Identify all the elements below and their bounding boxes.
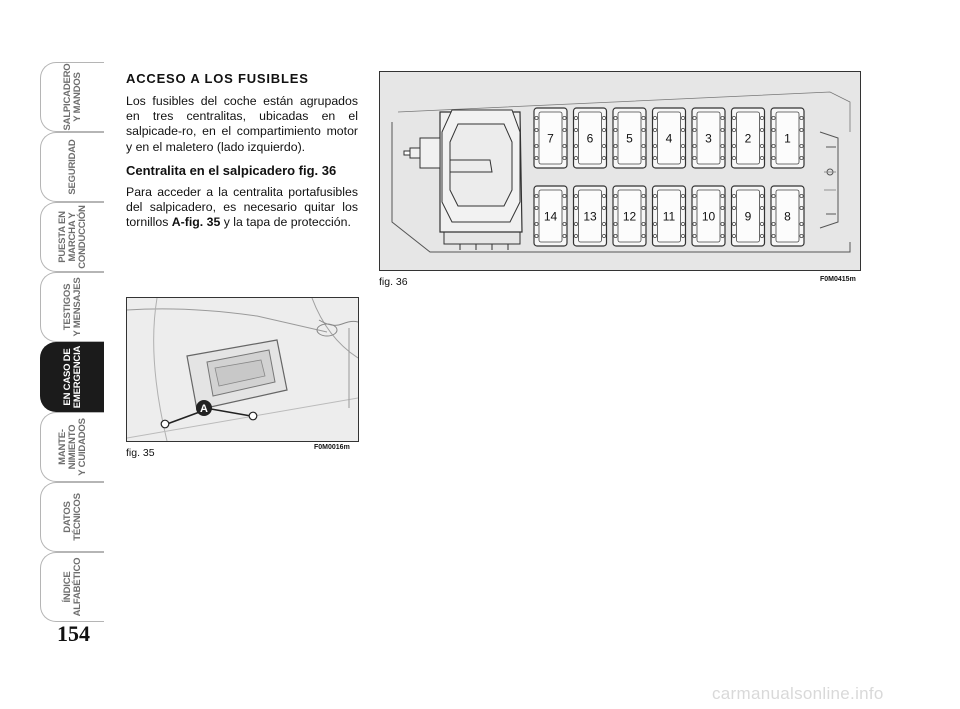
tab-seguridad[interactable]: SEGURIDAD	[40, 132, 104, 202]
screw-right-icon	[249, 412, 257, 420]
figure-36-caption: fig. 36	[379, 276, 408, 288]
fuse-slot	[534, 186, 567, 246]
figure-reference: A-fig. 35	[171, 215, 221, 230]
figure-35-caption: fig. 35	[126, 447, 155, 459]
text-column	[126, 71, 358, 238]
fuse-slot	[653, 108, 686, 168]
fuse-number: 13	[583, 209, 597, 224]
tab-testigos[interactable]: TESTIGOS Y MENSAJES	[40, 272, 104, 342]
dashboard-panel-illustration	[127, 298, 358, 441]
tab-mantenimiento[interactable]: MANTE- NIMIENTO Y CUIDADOS	[40, 412, 104, 482]
fuse-slot	[653, 186, 686, 246]
watermark: carmanualsonline.info	[712, 684, 884, 703]
fuse-slot	[574, 186, 607, 246]
fuse-slot	[771, 108, 804, 168]
fuse-slot	[613, 108, 646, 168]
fuse-number: 10	[701, 209, 716, 224]
intro-paragraph: Los fusibles del coche están agrupados en tres centralitas, ubicadas en el salpicade-ro, en el compartimiento motor y en el maletero (lado izquierdo).	[126, 94, 358, 154]
figure-35-code: F0M0016m	[314, 444, 350, 451]
fuse-number: 2	[744, 131, 752, 146]
fuse-number: 7	[547, 131, 554, 146]
tab-puesta-en-marcha[interactable]: PUESTA EN MARCHA Y CONDUCCIÓN	[40, 202, 104, 272]
fuse-slot	[771, 186, 804, 246]
subsection-heading: Centralita en el salpicadero fig. 36	[126, 162, 337, 178]
fuse-slot	[574, 108, 607, 168]
tab-salpicadero[interactable]: SALPICADERO Y MANDOS	[40, 62, 104, 132]
fuse-slot	[732, 186, 765, 246]
fuse-slot	[613, 186, 646, 246]
figure-36	[379, 71, 861, 271]
fuse-number: 1	[784, 131, 791, 146]
instructions-paragraph: Para acceder a la centralita portafusibles del salpicadero, es necesario quitar los tornillos A-fig. 35 y la tapa de protección.	[126, 184, 358, 230]
figure-36-code: F0M0415m	[820, 276, 856, 283]
fuse-number: 8	[784, 209, 791, 224]
fuse-number: 4	[665, 131, 673, 146]
fuse-number: 9	[744, 209, 752, 224]
section-heading: ACCESO A LOS FUSIBLES	[126, 71, 309, 86]
fuse-number: 5	[626, 131, 633, 146]
tab-indice[interactable]: ÍNDICE ALFABÉTICO	[40, 552, 104, 622]
fuse-number: 6	[586, 131, 594, 146]
fuse-number: 12	[622, 209, 637, 224]
fuse-number: 14	[543, 209, 558, 224]
page-number: 154	[57, 621, 90, 646]
fuse-slot	[692, 108, 725, 168]
fuse-number: 11	[662, 209, 676, 224]
figure-35	[126, 297, 359, 442]
tab-emergencia[interactable]: EN CASO DE EMERGENCIA	[40, 342, 104, 412]
fuse-box-illustration	[380, 72, 860, 270]
screw-left-icon	[161, 420, 169, 428]
fuse-slot	[534, 108, 567, 168]
fuse-slot	[692, 186, 725, 246]
fuse-number: 3	[705, 131, 712, 146]
fuse-slot	[732, 108, 765, 168]
tab-datos-tecnicos[interactable]: DATOS TÉCNICOS	[40, 482, 104, 552]
callout-a-label: A	[200, 403, 208, 415]
